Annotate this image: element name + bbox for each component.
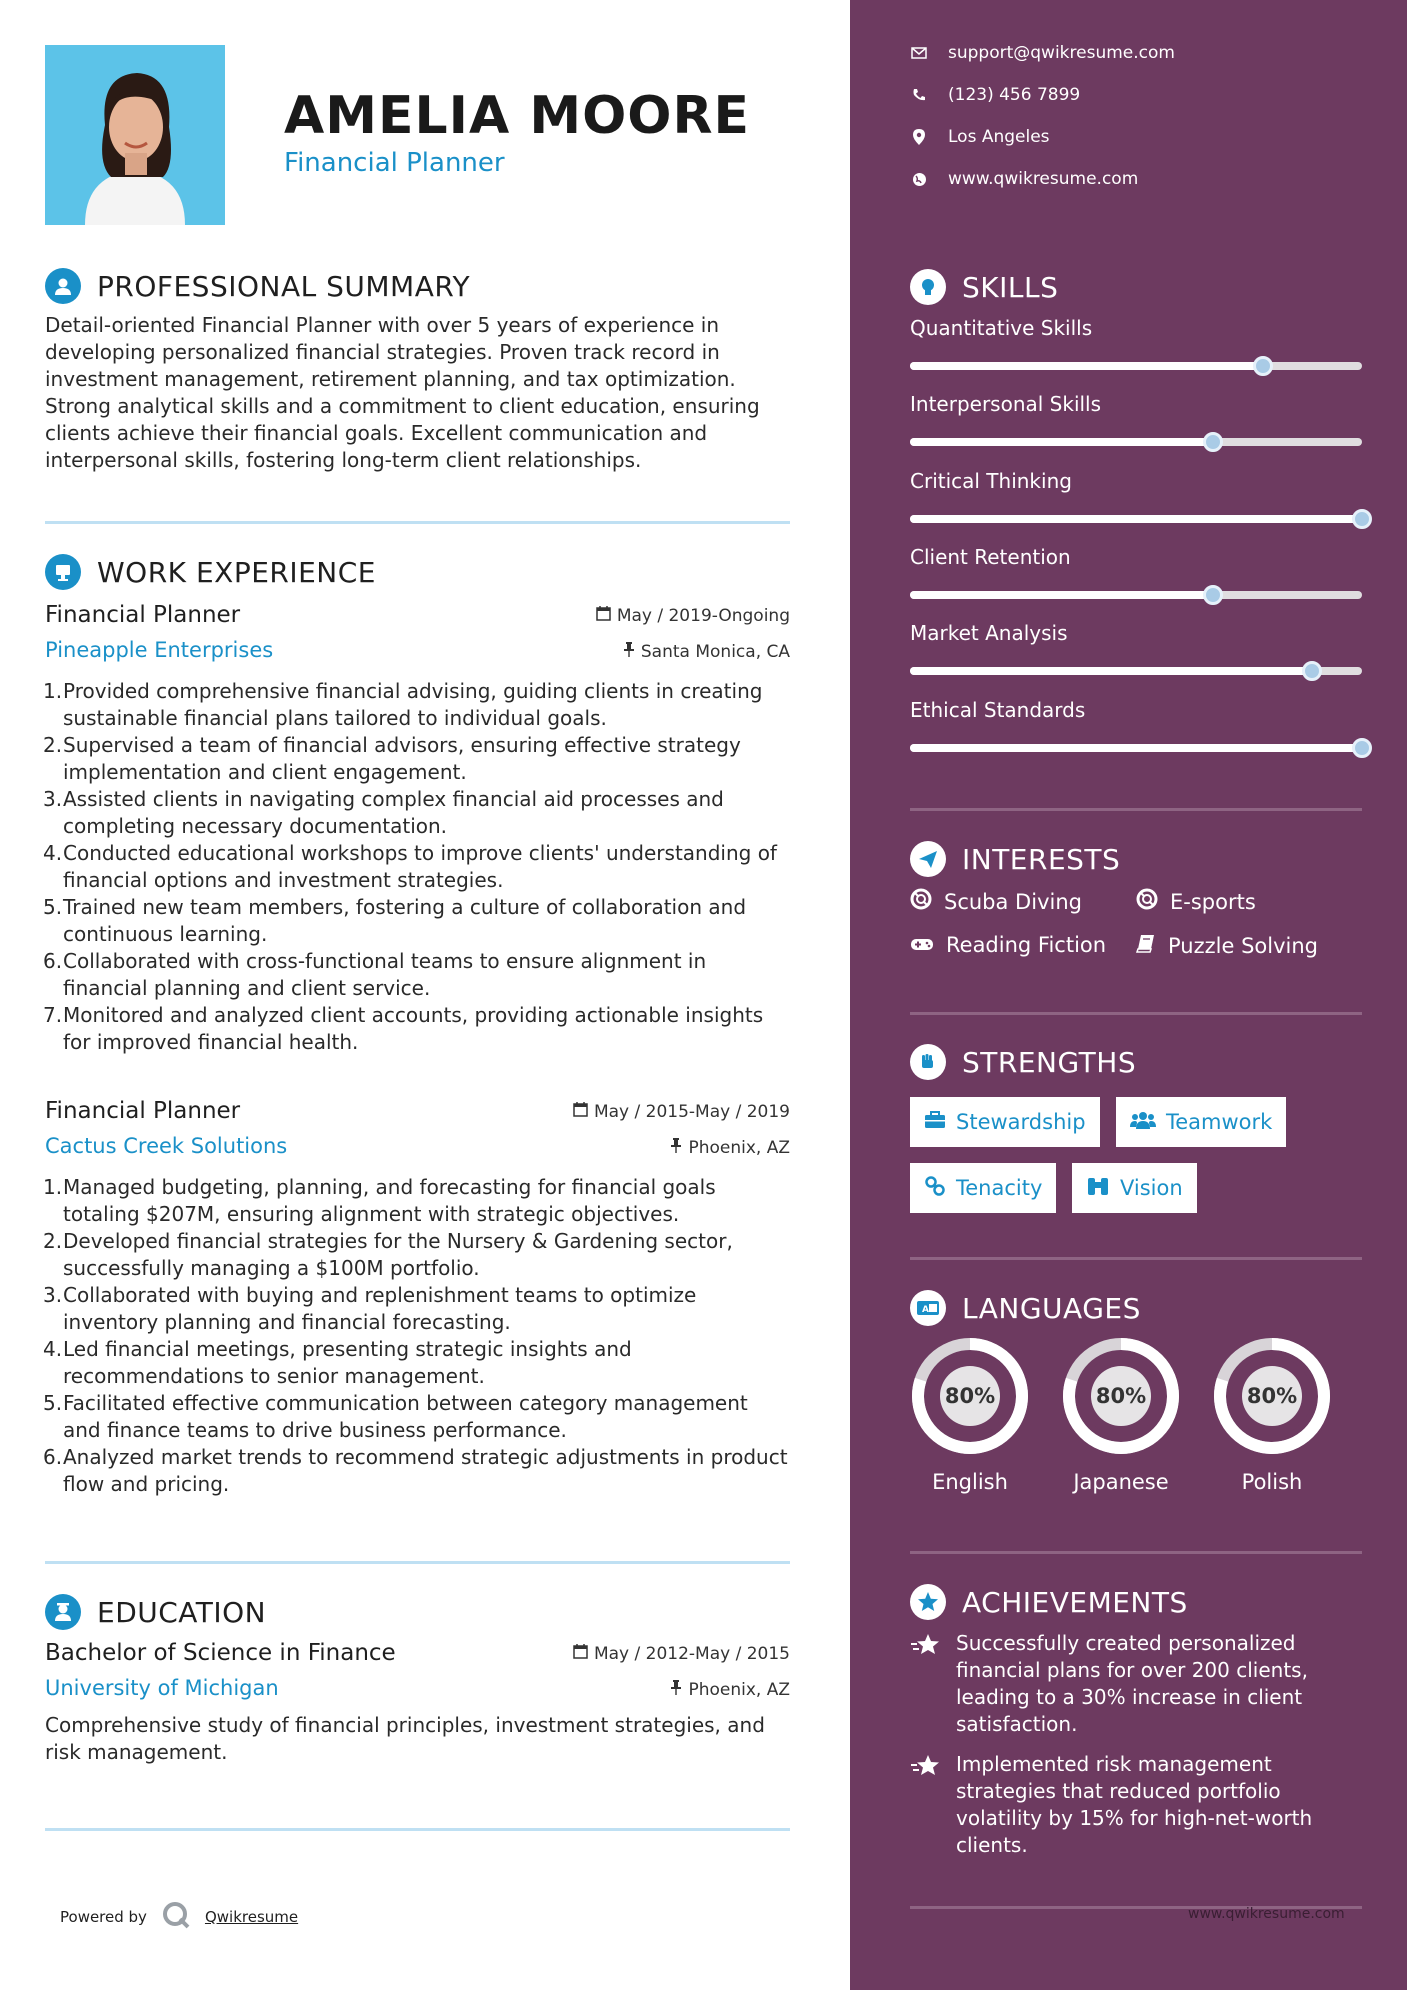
skill-bar	[910, 438, 1362, 446]
divider	[45, 1828, 790, 1831]
envelope-icon	[910, 44, 928, 62]
language-ring	[910, 1336, 1030, 1456]
sidebar	[850, 0, 1407, 1990]
list-item: 6. Analyzed market trends to recommend strategic adjustments in product flow and pricing.	[43, 1445, 788, 1496]
list-item: 7. Monitored and analyzed client accounts, providing actionable insights for improved financial health.	[43, 1003, 764, 1054]
contact-location: Los Angeles	[910, 127, 1050, 147]
interest-item: Reading Fiction	[910, 933, 1106, 957]
skill-name: Market Analysis	[910, 621, 1068, 646]
strength-chip: Stewardship	[910, 1097, 1100, 1147]
skill-bar-knob	[1352, 738, 1372, 758]
achievement-item: Implemented risk management strategies that reduced portfolio volatility by 15% for high-net-worth clients.	[910, 1751, 1362, 1859]
star-icon	[910, 1751, 946, 1859]
degree-title: Bachelor of Science in Finance	[45, 1640, 396, 1666]
powered-by: Powered by Qwikresume	[60, 1900, 298, 1934]
pin-icon	[623, 642, 635, 662]
footer-site: www.qwikresume.com	[1188, 1906, 1345, 1922]
skill-bar-knob	[1253, 356, 1273, 376]
skill-name: Client Retention	[910, 544, 1071, 569]
globe-icon	[910, 170, 928, 188]
skill-bar-fill	[910, 362, 1263, 370]
divider	[910, 1551, 1362, 1554]
strengths-header: STRENGTHS	[910, 1042, 1136, 1082]
company-name: Pineapple Enterprises	[45, 638, 274, 662]
skill-bar	[910, 515, 1362, 523]
language-ring	[1212, 1336, 1332, 1456]
achievements-header: ACHIEVEMENTS	[910, 1582, 1188, 1622]
list-item: 3. Assisted clients in navigating complex financial aid processes and completing necessary documentation.	[43, 787, 724, 838]
education-section	[45, 1592, 790, 1766]
language-ring	[1061, 1336, 1181, 1456]
skill-bar-fill	[910, 515, 1362, 523]
star-icon	[910, 1630, 946, 1738]
gamepad-icon	[910, 933, 934, 957]
job-location: Santa Monica, CA	[623, 642, 790, 662]
language-name: English	[932, 1470, 1008, 1494]
skill-name: Interpersonal Skills	[910, 392, 1102, 417]
language-percent: 80%	[944, 1384, 996, 1408]
skill-item	[910, 698, 1362, 752]
language-percent: 80%	[1095, 1384, 1147, 1408]
languages-header: A LANGUAGES	[910, 1288, 1141, 1328]
book-icon	[1136, 933, 1156, 958]
users-icon	[1130, 1110, 1156, 1134]
skill-item	[910, 392, 1362, 446]
skill-bar	[910, 744, 1362, 752]
education-location: Phoenix, AZ	[670, 1680, 790, 1700]
graduate-icon	[45, 1594, 81, 1630]
job-entry	[45, 598, 790, 1056]
school-name: University of Michigan	[45, 1676, 279, 1700]
skill-bar-fill	[910, 744, 1362, 752]
qwikresume-logo-icon	[161, 1900, 191, 1934]
strength-chip: Teamwork	[1116, 1097, 1286, 1147]
skill-bar-knob	[1352, 509, 1372, 529]
list-item: 4. Conducted educational workshops to improve clients' understanding of financial options and investment strategies.	[43, 841, 777, 892]
skill-bar	[910, 591, 1362, 599]
list-item: 6. Collaborated with cross-functional teams to ensure alignment in financial planning and client service.	[43, 949, 707, 1000]
job-date: May / 2019-Ongoing	[596, 606, 790, 626]
contact-phone: (123) 456 7899	[910, 85, 1080, 105]
education-description: Comprehensive study of financial principles, investment strategies, and risk management.	[45, 1713, 765, 1764]
skill-bar-fill	[910, 438, 1213, 446]
language-item	[1212, 1336, 1332, 1494]
skills-header: SKILLS	[910, 267, 1058, 307]
calendar-icon	[573, 1102, 588, 1122]
strength-chip: Vision	[1072, 1163, 1197, 1213]
skill-bar-fill	[910, 667, 1312, 675]
skill-item	[910, 316, 1362, 370]
summary-text: Detail-oriented Financial Planner with over 5 years of experience in developing personalized financial strategies. Proven track record in investment management, retirement planning, and tax optimization. Strong analytical skills and a commitment to client education, ensuring clients achieve their financial goals. Excellent communication and interpersonal skills, fostering long-term client relationships.	[45, 313, 760, 472]
skill-bar-knob	[1203, 585, 1223, 605]
pin-icon	[670, 1138, 682, 1158]
skill-item	[910, 545, 1362, 599]
job-duties	[45, 1174, 790, 1498]
briefcase-icon	[45, 554, 81, 590]
list-item: 4. Led financial meetings, presenting strategic insights and recommendations to senior management.	[43, 1337, 632, 1388]
candidate-title: Financial Planner	[284, 148, 505, 178]
list-item: 1. Provided comprehensive financial advising, guiding clients in creating sustainable financial plans tailored to individual goals.	[43, 679, 763, 730]
interest-item: E-sports	[1136, 888, 1256, 915]
list-item: 5. Facilitated effective communication between category management and finance teams to drive business performance.	[43, 1391, 748, 1442]
education-heading: EDUCATION	[97, 1595, 267, 1629]
list-item: 3. Collaborated with buying and replenishment teams to optimize inventory planning and financial forecasting.	[43, 1283, 697, 1334]
job-duties	[45, 678, 790, 1056]
divider	[45, 521, 790, 524]
user-icon	[45, 268, 81, 304]
profile-photo	[45, 45, 225, 225]
skill-item	[910, 469, 1362, 523]
divider	[910, 808, 1362, 811]
strength-chip: Tenacity	[910, 1163, 1056, 1213]
experience-section	[45, 552, 790, 1498]
list-item: 1. Managed budgeting, planning, and forecasting for financial goals totaling $207M, ensuring alignment with strategic objectives.	[43, 1175, 716, 1226]
job-location: Phoenix, AZ	[670, 1138, 790, 1158]
binoculars-icon	[1086, 1176, 1110, 1201]
education-date: May / 2012-May / 2015	[573, 1644, 790, 1664]
divider	[910, 1257, 1362, 1260]
fist-icon	[910, 1044, 946, 1080]
link-icon	[924, 1175, 946, 1202]
interest-item: Scuba Diving	[910, 888, 1082, 915]
contact-email: support@qwikresume.com	[910, 43, 1175, 63]
phone-icon	[910, 86, 928, 104]
skill-bar-knob	[1302, 661, 1322, 681]
skill-name: Ethical Standards	[910, 697, 1086, 722]
language-name: Polish	[1241, 1470, 1303, 1494]
life-ring-icon	[910, 888, 932, 915]
divider	[45, 1561, 790, 1564]
skill-bar	[910, 362, 1362, 370]
paper-plane-icon	[910, 841, 946, 877]
list-item: 2. Supervised a team of financial advisors, ensuring effective strategy implementation and client engagement.	[43, 733, 741, 784]
life-ring-icon	[1136, 888, 1158, 915]
language-name: Japanese	[1073, 1470, 1169, 1494]
language-percent: 80%	[1246, 1384, 1298, 1408]
skill-bar	[910, 667, 1362, 675]
job-title: Financial Planner	[45, 1098, 241, 1124]
contact-website: www.qwikresume.com	[910, 169, 1138, 189]
language-item	[910, 1336, 1030, 1494]
lightbulb-icon	[910, 269, 946, 305]
map-pin-icon	[910, 128, 928, 146]
job-title: Financial Planner	[45, 602, 241, 628]
calendar-icon	[573, 1644, 588, 1664]
summary-section	[45, 266, 790, 474]
qwikresume-link[interactable]: Qwikresume	[204, 1908, 299, 1926]
summary-heading: PROFESSIONAL SUMMARY	[97, 269, 471, 303]
pin-icon	[670, 1680, 682, 1700]
company-name: Cactus Creek Solutions	[45, 1134, 288, 1158]
translate-icon	[910, 1290, 946, 1326]
candidate-name: AMELIA MOORE	[284, 86, 751, 146]
svg-text:A: A	[922, 1305, 929, 1315]
skill-name: Quantitative Skills	[910, 316, 1093, 340]
skill-bar-fill	[910, 591, 1213, 599]
experience-heading: WORK EXPERIENCE	[97, 555, 376, 589]
skill-item	[910, 621, 1362, 675]
skill-name: Critical Thinking	[910, 468, 1072, 493]
list-item: 5. Trained new team members, fostering a culture of collaboration and continuous learning.	[43, 895, 747, 946]
job-entry	[45, 1094, 790, 1498]
briefcase-icon	[924, 1110, 946, 1134]
list-item: 2. Developed financial strategies for the Nursery & Gardening sector, successfully managing a $100M portfolio.	[43, 1229, 733, 1280]
skill-bar-knob	[1203, 432, 1223, 452]
star-icon	[910, 1584, 946, 1620]
language-item	[1061, 1336, 1181, 1494]
interests-header: INTERESTS	[910, 839, 1120, 879]
achievement-item: Successfully created personalized financial plans for over 200 clients, leading to a 30% increase in client satisfaction.	[910, 1630, 1362, 1738]
job-date: May / 2015-May / 2019	[573, 1102, 790, 1122]
calendar-icon	[596, 606, 611, 626]
divider	[910, 1012, 1362, 1015]
interest-item: Puzzle Solving	[1136, 933, 1318, 958]
